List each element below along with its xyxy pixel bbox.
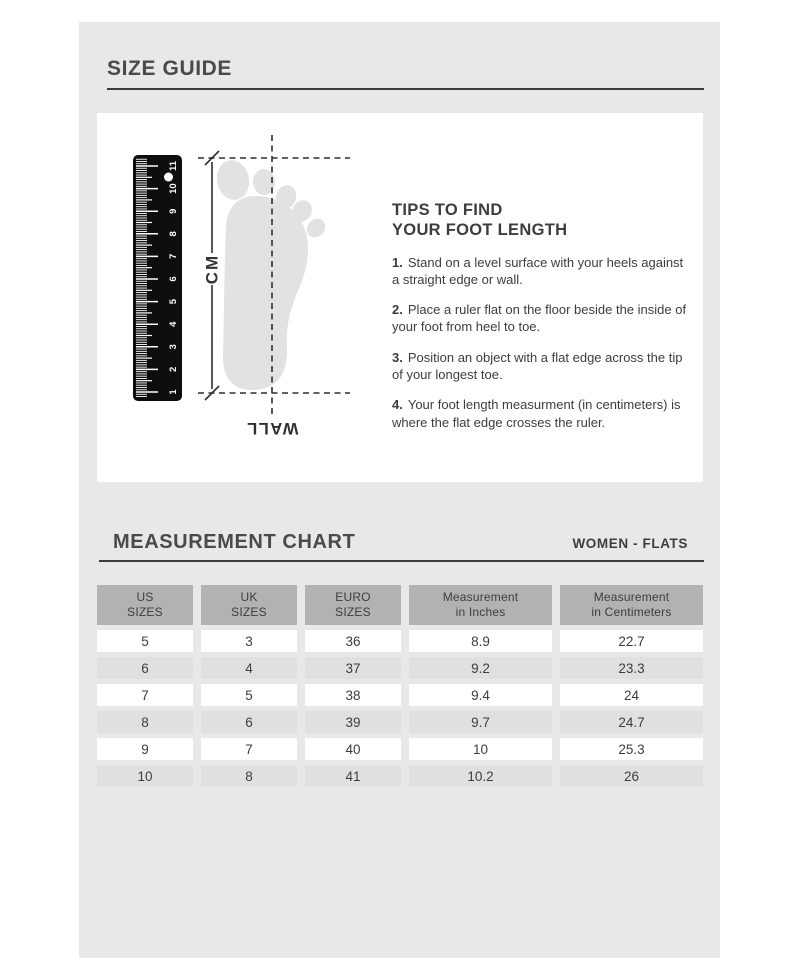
- tips-heading: [392, 201, 688, 241]
- tip-text: Your foot length measurment (in centimeters) is where the flat edge crosses the ruler.: [392, 397, 681, 430]
- table-cell: 7: [97, 684, 193, 706]
- table-cell: 10: [409, 738, 552, 760]
- foot-measurement-illustration: [97, 113, 703, 482]
- category-label: WOMEN - FLATS: [572, 536, 688, 551]
- tips-heading-line2: YOUR FOOT LENGTH: [392, 220, 568, 239]
- ruler-hole: [164, 173, 173, 182]
- footprint-icon: [213, 157, 329, 390]
- column-header-euro-sizes: [305, 585, 401, 625]
- table-cell: 6: [201, 711, 297, 733]
- ruler-number: 4: [168, 321, 179, 327]
- table-cell: 25.3: [560, 738, 703, 760]
- table-cell: 5: [97, 630, 193, 652]
- table-cell: 9.7: [409, 711, 552, 733]
- tip-number: 4.: [392, 397, 403, 413]
- tips-heading-line1: TIPS TO FIND: [392, 201, 503, 219]
- header-line: SIZES: [231, 605, 267, 619]
- tip-text: Place a ruler flat on the floor beside the inside of your foot from heel to toe.: [392, 302, 687, 335]
- ruler-number: 3: [168, 344, 179, 350]
- table-cell: 9.4: [409, 684, 552, 706]
- table-row: [97, 738, 703, 760]
- tips-section: [392, 201, 688, 431]
- table-row: [97, 711, 703, 733]
- table-cell: 40: [305, 738, 401, 760]
- ruler-number: 5: [168, 298, 179, 305]
- ruler-number: 10: [168, 183, 179, 194]
- table-cell: 8.9: [409, 630, 552, 652]
- measurement-chart-title: MEASUREMENT CHART: [113, 531, 356, 553]
- table-cell: 8: [97, 711, 193, 733]
- ruler-number: 6: [168, 276, 179, 282]
- table-cell: 4: [201, 657, 297, 679]
- size-guide-panel: [79, 22, 720, 958]
- ruler-number: 1: [168, 389, 179, 395]
- table-cell: 23.3: [560, 657, 703, 679]
- wall-label: WALL: [245, 419, 299, 437]
- header-line: in Inches: [455, 605, 506, 619]
- tip-text: Position an object with a flat edge across the tip of your longest toe.: [392, 349, 683, 382]
- table-header-row: [97, 585, 703, 625]
- table-cell: 41: [305, 765, 401, 787]
- ruler-number: 11: [168, 160, 179, 172]
- ruler-number: 2: [168, 366, 179, 373]
- table-cell: 36: [305, 630, 401, 652]
- header-line: SIZES: [127, 605, 163, 619]
- table-cell: 37: [305, 657, 401, 679]
- ruler-number: 7: [168, 253, 179, 260]
- tip-item-4: [392, 396, 688, 431]
- table-cell: 10.2: [409, 765, 552, 787]
- table-cell: 10: [97, 765, 193, 787]
- tip-number: 1.: [392, 254, 403, 270]
- table-cell: 39: [305, 711, 401, 733]
- column-header-centimeters: [560, 585, 703, 625]
- header-line: EURO: [335, 589, 371, 604]
- header-line: Measurement: [442, 589, 519, 604]
- size-table: [97, 585, 703, 787]
- table-cell: 7: [201, 738, 297, 760]
- table-cell: 24.7: [560, 711, 703, 733]
- tip-item-2: [392, 301, 688, 336]
- ruler-number: 9: [168, 208, 179, 214]
- table-row: [97, 657, 703, 679]
- table-cell: 8: [201, 765, 297, 787]
- header-line: in Centimeters: [591, 605, 672, 619]
- ruler-icon: [133, 155, 182, 401]
- tip-number: 2.: [392, 302, 403, 318]
- tip-number: 3.: [392, 349, 403, 365]
- table-row: [97, 765, 703, 787]
- chart-divider: [99, 560, 704, 562]
- table-cell: 9.2: [409, 657, 552, 679]
- table-cell: 5: [201, 684, 297, 706]
- header-line: US: [136, 589, 154, 604]
- table-cell: 26: [560, 765, 703, 787]
- table-row: [97, 684, 703, 706]
- table-cell: 22.7: [560, 630, 703, 652]
- header-line: Measurement: [593, 589, 670, 604]
- table-cell: 3: [201, 630, 297, 652]
- header-line: SIZES: [335, 605, 371, 619]
- table-cell: 38: [305, 684, 401, 706]
- tip-item-3: [392, 349, 688, 384]
- table-row: [97, 630, 703, 652]
- column-header-inches: [409, 585, 552, 625]
- tip-text: Stand on a level surface with your heels against a straight edge or wall.: [392, 254, 684, 287]
- table-cell: 9: [97, 738, 193, 760]
- header-line: UK: [240, 589, 258, 604]
- title-divider: [107, 88, 704, 90]
- cm-label: CM: [202, 253, 222, 285]
- table-cell: 24: [560, 684, 703, 706]
- table-cell: 6: [97, 657, 193, 679]
- tip-item-1: [392, 254, 688, 289]
- measurement-chart-header: [113, 531, 688, 554]
- column-header-us-sizes: [97, 585, 193, 625]
- size-guide-title: SIZE GUIDE: [107, 57, 233, 80]
- ruler-number: 8: [168, 231, 179, 237]
- column-header-uk-sizes: [201, 585, 297, 625]
